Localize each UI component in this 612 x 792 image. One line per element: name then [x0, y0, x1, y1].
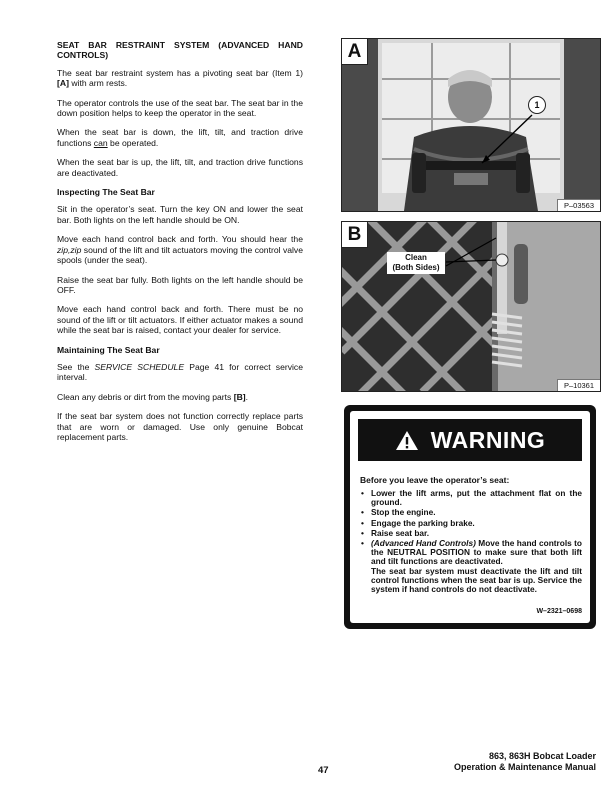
warning-item: • Lower the lift arms, put the attachment flat on the ground. [360, 489, 582, 507]
figure-letter-a: A [342, 39, 368, 65]
warning-code: W–2321–0698 [536, 608, 582, 615]
operator-in-cab-illustration [342, 39, 600, 211]
footer-title-line2: Operation & Maintenance Manual [453, 762, 596, 772]
callout-item-1: 1 [528, 96, 546, 114]
maintaining-heading: Maintaining The Seat Bar [57, 344, 160, 355]
clean-label-line1: Clean [405, 253, 427, 262]
inspecting-p2-text-end: sound of the lift and tilt actuators moving the control valve spools (under the seat). [57, 244, 303, 266]
warning-panel [350, 411, 590, 623]
service-schedule-link[interactable]: SERVICE SCHEDULE [94, 361, 185, 372]
warning-box [344, 405, 596, 629]
left-text-column [57, 40, 303, 451]
inspecting-p4: Move each hand control back and forth. There must be no sound of the lift or tilt actuators. If either actuator makes a sound while the seat bar is raised, contact your dealer for service. [57, 304, 303, 336]
footer-manual-title [454, 751, 596, 773]
paragraph-seat-bar-up: When the seat bar is up, the lift, tilt, and traction drive functions are deactivated. [57, 157, 303, 178]
inspecting-p1: Sit in the operator’s seat. Turn the key ON and lower the seat bar. Both lights on the left handle should be ON. [57, 204, 303, 225]
figure-ref-b: [B] [233, 391, 246, 402]
warning-title: WARNING [430, 426, 546, 453]
seat-bar-linkage-illustration [342, 222, 600, 391]
paragraph-seat-bar-down [57, 127, 303, 148]
maintaining-p1 [57, 362, 303, 383]
figure-a-code: P–03563 [557, 199, 600, 211]
intro-text: The seat bar restraint system has a pivoting seat bar (Item 1) [57, 67, 303, 78]
figure-letter-b: B [342, 222, 368, 248]
seat-bar-down-text-end: be operated. [107, 137, 159, 148]
advanced-hand-controls-italic: (Advanced Hand Controls) [371, 538, 476, 549]
clean-callout-label [387, 252, 445, 274]
warning-lead: Before you leave the operator’s seat: [360, 475, 510, 485]
figure-b-linkage-photo [341, 221, 601, 392]
footer-title-line1: 863, 863H Bobcat Loader [488, 751, 596, 761]
advanced-item-note: The seat bar system must deactivate the lift and tilt control functions when the seat bar is up. Service the system if hand controls do not deactivate. [371, 565, 582, 595]
warning-triangle-icon [395, 430, 419, 451]
clean-label-line2: (Both Sides) [392, 263, 440, 272]
paragraph-intro [57, 68, 303, 89]
figure-ref-a: [A] [57, 78, 69, 89]
intro-text-end: with arm rests. [68, 78, 128, 89]
page-number: 47 [318, 765, 329, 776]
maintaining-p1-text: See the [57, 361, 95, 372]
warning-item: • Raise seat bar. [360, 529, 582, 538]
figure-a-operator-photo [341, 38, 601, 212]
figure-b-code: P–10361 [557, 379, 600, 391]
maintaining-p3: If the seat bar system does not function correctly replace parts that are worn or damaged. Use only genuine Bobcat replacement parts. [57, 411, 303, 442]
inspecting-heading: Inspecting The Seat Bar [57, 187, 155, 198]
zip-zip-italic: zip,zip [57, 244, 82, 255]
warning-banner [358, 419, 582, 461]
underlined-can: can [93, 137, 108, 148]
section-heading: SEAT BAR RESTRAINT SYSTEM (ADVANCED HAND CONTROLS) [57, 40, 303, 61]
paragraph-operator-control: The operator controls the use of the seat bar. The seat bar in the down position helps to keep the operator in the seat. [57, 97, 303, 119]
maintaining-p2-text: Clean any debris or dirt from the moving parts [57, 391, 234, 402]
maintaining-p2-text-end: . [245, 391, 249, 402]
maintaining-p1-text-end: Page 41 for correct service interval. [57, 361, 303, 383]
advanced-item-text: Move the hand controls to the NEUTRAL POSITION to make sure that both lift and tilt functions are deactivated. [371, 538, 583, 567]
inspecting-p2-text: Move each hand control back and forth. You should hear the [57, 234, 303, 245]
inspecting-p3: Raise the seat bar fully. Both lights on the left handle should be OFF. [57, 274, 303, 295]
seat-bar-down-text: When the seat bar is down, the lift, tilt, and traction drive functions [57, 127, 303, 148]
warning-list [360, 489, 582, 595]
inspecting-p2 [57, 234, 303, 265]
warning-item-advanced [360, 539, 582, 594]
warning-item: • Stop the engine. [360, 508, 582, 517]
maintaining-p2 [57, 392, 303, 402]
warning-item: • Engage the parking brake. [360, 519, 582, 528]
